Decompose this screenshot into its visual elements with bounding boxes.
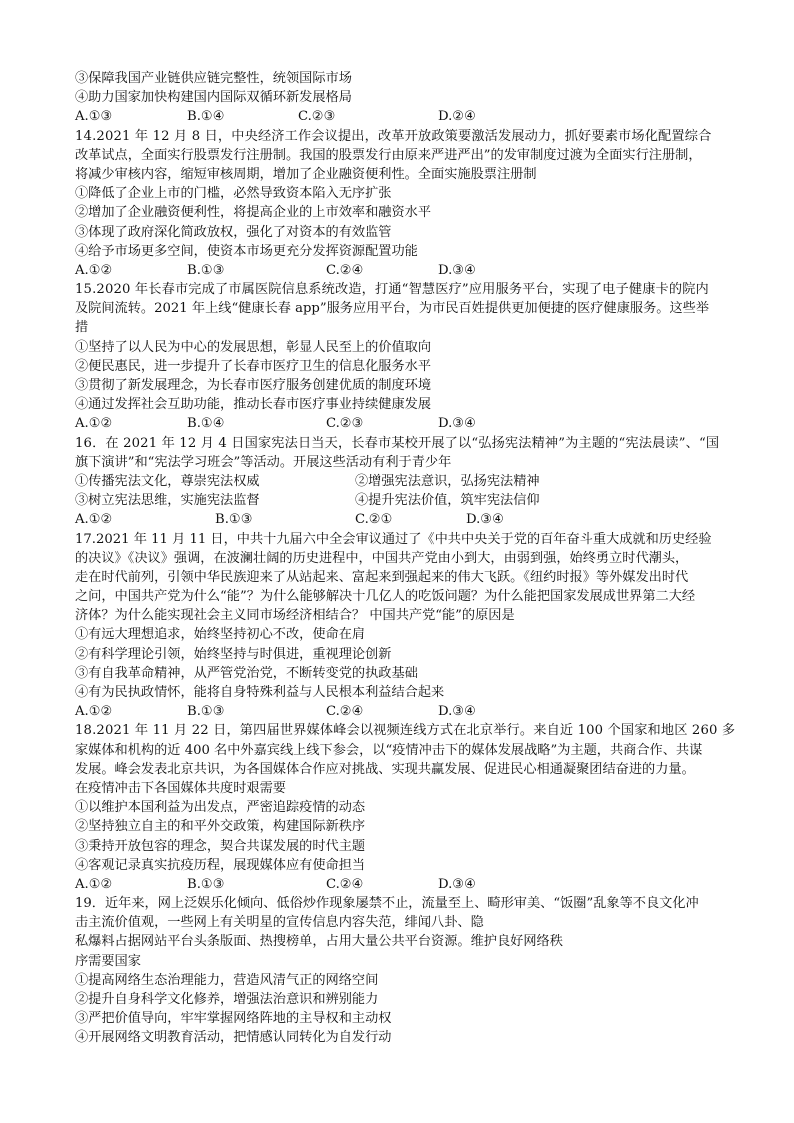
answer-options	[75, 702, 735, 721]
question-stem: 私爆料占据网站平台头条版面、热搜榜单，占用大量公共平台资源。维护良好网络秩	[75, 934, 563, 950]
question-stem: 19．近年来，网上泛娱乐化倾向、低俗炒作现象屡禁不止，流量至上、畸形审美、“饭圈”乱象等不良文化冲	[75, 896, 699, 912]
option-b: B.①③	[187, 704, 225, 720]
choice-item: ①降低了企业上市的门槛，必然导致资本陷入无序扩张	[75, 186, 392, 202]
choice-item: ③贯彻了新发展理念，为长春市医疗服务创建优质的制度环境	[75, 378, 432, 393]
option-c: C.②④	[326, 262, 364, 278]
question-15	[75, 280, 735, 434]
choice-item: ③体现了政府深化简政放权，强化了对资本的有效监管	[75, 224, 392, 240]
option-a: A.①②	[75, 876, 113, 892]
option-b: B.①④	[187, 416, 225, 432]
question-13-tail	[75, 69, 735, 127]
answer-options	[75, 875, 735, 894]
choice-item: ③保障我国产业链供应链完整性，统领国际市场	[75, 71, 352, 86]
choice-item: ②增加了企业融资便利性，将提高企业的上市效率和融资水平	[75, 205, 432, 221]
question-16	[75, 434, 735, 530]
option-d: D.②④	[438, 109, 476, 125]
question-stem: 击主流价值观，一些网上有关明星的宣传信息内容失范，绯闻八卦、隐	[75, 915, 484, 931]
question-19	[75, 894, 735, 1048]
question-stem: 措	[75, 320, 89, 336]
question-stem: 序需要国家	[75, 953, 141, 969]
option-d: D.③④	[438, 262, 476, 278]
option-a: A.①③	[75, 109, 113, 125]
option-a: A.①②	[75, 704, 113, 720]
question-stem: 16．在 2021 年 12 月 4 日国家宪法日当天，长春市某校开展了以“弘扬宪法精神”为主题的“宪法晨读”、“国	[75, 435, 720, 451]
choice-item: ③严把价值导向，牢牢掌握网络阵地的主导权和主动权	[75, 1011, 392, 1027]
question-stem: 济体？为什么能实现社会主义同市场经济相结合？ 中国共产党“能”的原因是	[75, 608, 515, 624]
choice-item: ④提升宪法价值，筑牢宪法信仰	[355, 493, 540, 509]
answer-options	[75, 414, 735, 433]
question-stem: 走在时代前列，引领中华民族迎来了从站起来、富起来到强起来的伟大飞跃。《纽约时报》等外媒发出时代	[75, 569, 689, 585]
choice-item: ③有自我革命精神，从严管党治党，不断转变党的执政基础	[75, 665, 418, 681]
choice-item: ①以维护本国利益为出发点，严密追踪疫情的动态	[75, 800, 366, 816]
option-d: D.③④	[438, 416, 476, 432]
option-a: A.①②	[75, 262, 113, 278]
question-14	[75, 127, 735, 281]
option-a: A.①②	[75, 512, 113, 528]
choice-item: ④有为民执政情怀，能将自身特殊利益与人民根本利益结合起来	[75, 685, 445, 700]
choice-item: ①传播宪法文化，尊崇宪法权威	[75, 473, 260, 489]
choice-item: ②坚持独立自主的和平外交政策，构建国际新秩序	[75, 819, 366, 835]
question-18	[75, 721, 735, 894]
question-stem: 在疫情冲击下各国媒体共度时艰需要	[75, 780, 286, 796]
choice-item: ④客观记录真实抗疫历程，展现媒体应有使命担当	[75, 857, 366, 873]
question-stem: 17.2021 年 11 月 11 日，中共十九届六中全会审议通过了《中共中央关于党的百年奋斗重大成就和历史经验	[75, 531, 712, 547]
option-c: C.②③	[326, 416, 364, 432]
choice-item: ④通过发挥社会互助功能，推动长春市医疗事业持续健康发展	[75, 397, 432, 413]
choice-row	[75, 491, 735, 510]
choice-row	[75, 472, 735, 491]
choice-item: ④助力国家加快构建国内国际双循环新发展格局	[75, 90, 352, 106]
choice-item: ②有科学理论引领，始终坚持与时俱进，重视理论创新	[75, 646, 392, 662]
option-c: C.②④	[326, 876, 364, 892]
option-b: B.①③	[187, 876, 225, 892]
question-17	[75, 530, 735, 722]
choice-item: ③树立宪法思维，实施宪法监督	[75, 493, 260, 509]
option-c: C.②③	[298, 109, 336, 125]
choice-item: ④给予市场更多空间，使资本市场更充分发挥资源配置功能	[75, 243, 418, 259]
answer-options	[75, 261, 735, 280]
option-d: D.③④	[438, 704, 476, 720]
choice-item: ①坚持了以人民为中心的发展思想，彰显人民至上的价值取向	[75, 339, 432, 355]
question-stem: 14.2021 年 12 月 8 日，中央经济工作会议提出，改革开放政策要激活发展动力，抓好要素市场化配置综合	[75, 128, 712, 144]
option-d: D.③④	[438, 876, 476, 892]
exam-page	[75, 69, 735, 1048]
option-b: B.①④	[187, 109, 225, 125]
choice-item: ②提升自身科学文化修养，增强法治意识和辨别能力	[75, 992, 379, 1007]
choice-item: ②便民惠民，进一步提升了长春市医疗卫生的信息化服务水平	[75, 358, 432, 374]
question-stem: 家媒体和机构的近 400 名中外嘉宾线上线下参会，以“疫情冲击下的媒体发展战略”为主题，共商合作、共谋	[75, 742, 703, 758]
choice-item: ①提高网络生态治理能力，营造风清气正的网络空间	[75, 972, 379, 988]
question-stem: 之问，中国共产党为什么“能”？为什么能够解决十几亿人的吃饭问题？为什么能把国家发展成世界第二大经	[75, 589, 696, 605]
question-stem: 旗下演讲”和“宪法学习班会”等活动。开展这些活动有利于青少年	[75, 454, 452, 470]
option-d: D.③④	[466, 512, 504, 528]
choice-item: ②增强宪法意识，弘扬宪法精神	[355, 473, 540, 489]
question-stem: 及院间流转。2021 年上线“健康长春 app”服务应用平台，为市民百姓提供更加便捷的医疗健康服务。这些举	[75, 301, 710, 317]
question-stem: 将减少审核内容，缩短审核周期，增加了企业融资便利性。全面实施股票注册制	[75, 166, 537, 182]
option-b: B.①③	[215, 512, 253, 528]
option-c: C.②④	[326, 704, 364, 720]
question-stem: 改革试点，全面实行股票发行注册制。我国的股票发行由原来严进严出”的发审制度过渡为全面实行注册制，	[75, 147, 702, 163]
choice-item: ①有远大理想追求，始终坚持初心不改，使命在肩	[75, 627, 366, 643]
answer-options	[75, 107, 735, 126]
question-stem: 的决议》《决议》强调，在波澜壮阔的历史进程中，中国共产党由小到大，由弱到强，始终勇立时代潮头，	[75, 550, 689, 566]
choice-item: ④开展网络文明教育活动，把情感认同转化为自发行动	[75, 1030, 392, 1046]
answer-options	[75, 510, 735, 529]
option-c: C.②①	[355, 512, 393, 528]
question-stem: 发展。峰会发表北京共识，为各国媒体合作应对挑战、实现共赢发展、促进民心相通凝聚团结奋进的力量。	[75, 761, 695, 777]
option-b: B.①③	[187, 262, 225, 278]
choice-item: ③秉持开放包容的理念，契合共谋发展的时代主题	[75, 838, 366, 854]
question-stem: 18.2021 年 11 月 22 日，第四届世界媒体峰会以视频连线方式在北京举行。来自近 100 个国家和地区 260 多	[75, 723, 736, 739]
question-stem: 15.2020 年长春市完成了市属医院信息系统改造，打通“智慧医疗”应用服务平台，实现了电子健康卡的院内	[75, 282, 709, 298]
option-a: A.①②	[75, 416, 113, 432]
